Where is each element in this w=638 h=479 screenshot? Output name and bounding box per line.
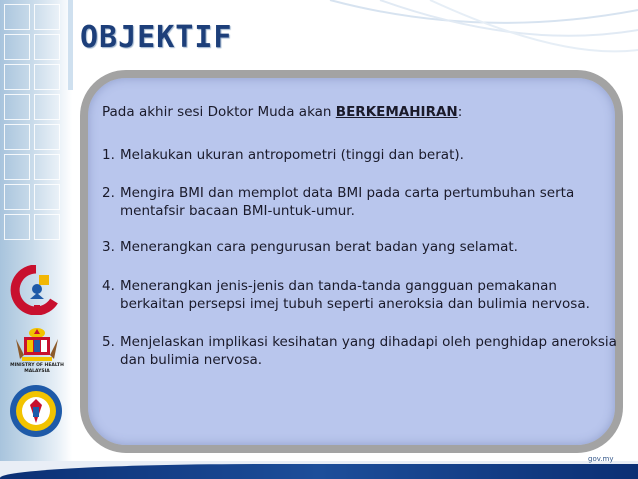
title-divider <box>68 0 73 90</box>
objective-text: Mengira BMI dan memplot data BMI pada carta pertumbuhan serta mentafsir bacaan BMI-untuk-umur. <box>120 185 575 219</box>
objective-number: 2. <box>102 185 115 201</box>
intro-prefix: Pada akhir sesi Doktor Muda akan <box>102 104 336 120</box>
intro-suffix: : <box>457 104 463 120</box>
objective-item-5 <box>102 333 617 369</box>
ministry-of-health-logo <box>10 325 64 380</box>
objective-number: 1. <box>102 147 115 163</box>
moh-caption-line1: MINISTRY OF HEALTH <box>10 363 64 368</box>
objective-item-3 <box>102 238 617 256</box>
objective-item-1 <box>102 146 617 164</box>
intro-text <box>102 104 462 120</box>
objectives-box <box>80 70 623 453</box>
objective-text: Menjelaskan implikasi kesihatan yang dihadapi oleh penghidap aneroksia dan bulimia nervosa. <box>120 334 617 368</box>
objective-item-2 <box>102 184 617 220</box>
bottom-ribbon <box>0 464 638 479</box>
objective-number: 3. <box>102 239 115 255</box>
objectives-list <box>102 146 617 369</box>
ministry-of-education-logo <box>8 383 64 439</box>
objective-item-4 <box>102 277 617 313</box>
slide-title: OBJEKTIF <box>80 20 233 55</box>
objective-number: 5. <box>102 334 115 350</box>
objective-text: Menerangkan cara pengurusan berat badan yang selamat. <box>120 239 518 255</box>
objective-text: Menerangkan jenis-jenis dan tanda-tanda gangguan pemakanan berkaitan persepsi imej tubuh seperti aneroksia dan bulimia nervosa. <box>120 278 590 312</box>
objective-number: 4. <box>102 278 115 294</box>
objective-text: Melakukan ukuran antropometri (tinggi dan berat). <box>120 147 464 163</box>
doktor-muda-logo <box>10 265 62 315</box>
moh-caption-line2: MALAYSIA <box>24 369 50 374</box>
footer-url: gov.my <box>588 455 614 463</box>
intro-keyword: BERKEMAHIRAN <box>335 104 458 120</box>
